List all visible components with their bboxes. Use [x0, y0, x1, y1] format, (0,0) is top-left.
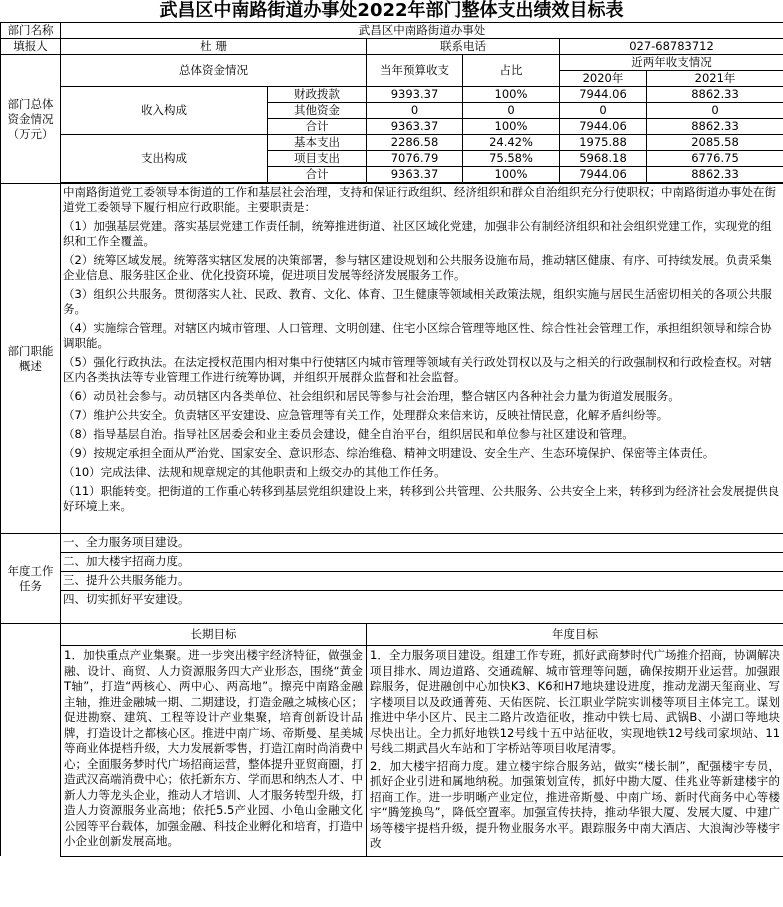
task-item: 二、加大楼宇招商力度。	[61, 553, 783, 572]
overall-funds-header: 总体资金情况	[61, 55, 367, 87]
income-row-name: 合计	[268, 119, 367, 135]
income-row-2021: 8862.33	[647, 87, 783, 103]
duty-item: （6）动员社会参与。动员辖区内各类单位、社会组织和居民等参与社会治理，整合辖区内各种社会力量为街道发展服务。	[63, 389, 680, 403]
expense-row-2020: 7944.06	[560, 167, 647, 183]
year-2020-header: 2020年	[560, 71, 647, 87]
duty-item: （7）维护公共安全。负责辖区平安建设、应急管理等有关工作，处理群众来信来访，反映社情民意，化解矛盾纠纷等。	[63, 408, 669, 422]
long-term-goal-cell	[61, 646, 367, 857]
task-item: 三、提升公共服务能力。	[61, 572, 783, 591]
income-row-2020: 0	[560, 103, 647, 119]
income-row-2020: 7944.06	[560, 119, 647, 135]
duty-item: （9）按规定承担全面从严治党、国家安全、意识形态、综治维稳、精神文明建设、安全生产、生态环境保护、保密等主体责任。	[63, 446, 715, 460]
expense-row-budget: 9363.37	[367, 167, 463, 183]
recent-years-header: 近两年收支情况	[560, 55, 783, 71]
duty-item: （1）加强基层党建。落实基层党建工作责任制，统筹推进街道、社区区域化党建，加强非公有制经济组织和社会组织党建工作，实现党的组织和工作全覆盖。	[63, 219, 772, 248]
duty-item: （10）完成法律、法规和规章规定的其他职责和上级交办的其他工作任务。	[63, 465, 446, 479]
dept-name-value: 武昌区中南路街道办事处	[61, 23, 783, 39]
reporter-value: 杜 珊	[61, 39, 367, 55]
budget-header: 当年预算收支	[367, 55, 463, 87]
income-row-2020: 7944.06	[560, 87, 647, 103]
income-row-budget: 0	[367, 103, 463, 119]
dept-name-label: 部门名称	[1, 23, 61, 39]
annual-goal-text: 1．全力服务项目建设。组建工作专班，抓好武商梦时代广场推介招商，协调解决项目排水、周边道路、交通疏解、城市管理等问题，确保按期开业运营。加强跟踪服务，促进融创中心加快K3、K6和H7地块建设进度，推动龙湖天玺商业、写字楼项目以及政通菁苑、天佑医院、长江职业学院实训楼等项目主体完工。谋划推进中华小区片、民主二路片改造征收，推动中铁七局、武锅B、小湖口等地块尽快出让。全力抓好地铁12号线十五中站征收，实现地铁12号线司家坝站、11号线二期武昌火车站和丁字桥站等项目收尾清零。	[370, 648, 781, 755]
expense-row-2021: 6776.75	[647, 151, 783, 167]
page-title: 武昌区中南路街道办事处2022年部门整体支出绩效目标表	[159, 0, 624, 21]
income-row-name: 其他资金	[268, 103, 367, 119]
tasks-label: 年度工作任务	[1, 534, 61, 624]
expense-row-ratio: 75.58%	[463, 151, 560, 167]
annual-goal-cell	[367, 646, 783, 857]
phone-value: 027-68783712	[560, 39, 783, 55]
annual-goal-text: 2．加大楼宇招商力度。建立楼宇综合服务站，做实“楼长制”，配强楼宇专员，抓好企业引进和属地纳税。加强策划宣传，抓好中勘大厦、佳兆业等新建楼宇的招商工作。进一步明晰产业定位，推进帝斯曼、中南广场、新时代商务中心等楼宇“腾笼换鸟”，降低空置率。加强宣传扶持，推动华银大厦、发展大厦、中建广场等楼宇提档升级，提升物业服务水平。跟踪服务中南大酒店、大浪淘沙等楼宇改	[370, 758, 781, 850]
duties-label: 部门职能概述	[1, 184, 61, 534]
duty-item: （2）统筹区域发展。统筹落实辖区发展的决策部署，参与辖区建设规划和公共服务设施布局，推动辖区健康、有序、可持续发展。负责采集企业信息、服务驻区企业、优化投资环境，促进项目发展等经济发展服务工作。	[63, 253, 772, 282]
expense-label: 支出构成	[61, 135, 268, 183]
expense-row-ratio: 100%	[463, 167, 560, 183]
income-row-ratio: 0	[463, 103, 560, 119]
income-row-name: 财政拨款	[268, 87, 367, 103]
expense-row-2021: 8862.33	[647, 167, 783, 183]
task-item: 一、全力服务项目建设。	[61, 534, 783, 553]
duty-item: （3）组织公共服务。贯彻落实人社、民政、教育、文化、体育、卫生健康等领域相关政策法规，组织实施与居民生活密切相关的各项公共服务。	[63, 287, 772, 316]
expense-row-budget: 2286.58	[367, 135, 463, 151]
long-term-goal-header: 长期目标	[61, 624, 367, 646]
income-row-2021: 0	[647, 103, 783, 119]
expense-row-name: 项目支出	[268, 151, 367, 167]
reporter-label: 填报人	[1, 39, 61, 55]
ratio-header: 占比	[463, 55, 560, 87]
duties-intro: 中南路街道党工委领导本街道的工作和基层社会治理，支持和保证行政组织、经济组织和群众自治组织充分行使职权；中南路街道办事处在街道党工委领导下履行相应行政职能。主要职责是：	[63, 185, 776, 214]
funds-section-label: 部门总体资金情况（万元）	[1, 55, 61, 184]
expense-row-2020: 5968.18	[560, 151, 647, 167]
income-row-2021: 8862.33	[647, 119, 783, 135]
duty-item: （5）强化行政执法。在法定授权范围内相对集中行使辖区内城市管理等领域有关行政处罚权以及与之相关的行政强制权和行政检查权。对辖区内各类执法等专业管理工作进行统筹协调，并组织开展群众监督和社会监督。	[63, 355, 772, 384]
expense-row-name: 基本支出	[268, 135, 367, 151]
phone-label: 联系电话	[367, 39, 560, 55]
expense-row-ratio: 24.42%	[463, 135, 560, 151]
income-row-budget: 9393.37	[367, 87, 463, 103]
year-2021-header: 2021年	[647, 71, 783, 87]
duty-item: （11）职能转变。把街道的工作重心转移到基层党组织建设上来，转移到公共管理、公共服务、公共安全上来，转移到为经济社会发展提供良好环境上来。	[63, 484, 780, 513]
income-row-ratio: 100%	[463, 87, 560, 103]
duty-item: （4）实施综合管理。对辖区内城市管理、人口管理、文明创建、住宅小区综合管理等地区性、综合性社会管理工作，承担组织领导和综合协调职能。	[63, 321, 772, 350]
performance-table	[0, 22, 783, 857]
income-row-budget: 9363.37	[367, 119, 463, 135]
expense-row-name: 合计	[268, 167, 367, 183]
long-term-goal-text: 1．加快重点产业集聚。进一步突出楼宇经济特征，做强金融、设计、商贸、人力资源服务四大产业形态，围绕“黄金T轴”，打造“两核心、两中心、两高地”。擦亮中南路金融主轴，推进金融城一期、二期建设，打造金融之城核心区；促进勘察、建筑、工程等设计产业集聚，培育创新设计品牌，打造设计之都核心区。推进中南广场、帝斯曼、星美城等商业体提档升级，大力发展新零售，打造江南时尚消费中心；全面服务梦时代广场招商运营，整体提升亚贸商圈，打造武汉高端消费中心；依托新东方、学而思和纳杰人才、中新人力等龙头企业，推动人才培训、人才服务转型升级，打造人力资源服务业高地；依托5.5产业园、小龟山金融文化公园等平台载体，加强金融、科技企业孵化和培育，打造中小企业创新发展高地。	[64, 648, 363, 848]
goals-left-blank	[1, 624, 61, 857]
annual-goal-header: 年度目标	[367, 624, 783, 646]
tasks-content	[61, 534, 783, 624]
expense-row-2020: 1975.88	[560, 135, 647, 151]
expense-row-2021: 2085.58	[647, 135, 783, 151]
duty-item: （8）指导基层自治。指导社区居委会和业主委员会建设，健全自治平台，组织居民和单位参与社区建设和管理。	[63, 427, 634, 441]
expense-row-budget: 7076.79	[367, 151, 463, 167]
duties-content	[61, 184, 783, 534]
income-label: 收入构成	[61, 87, 268, 135]
task-item: 四、切实抓好平安建设。	[63, 592, 190, 606]
income-row-ratio: 100%	[463, 119, 560, 135]
